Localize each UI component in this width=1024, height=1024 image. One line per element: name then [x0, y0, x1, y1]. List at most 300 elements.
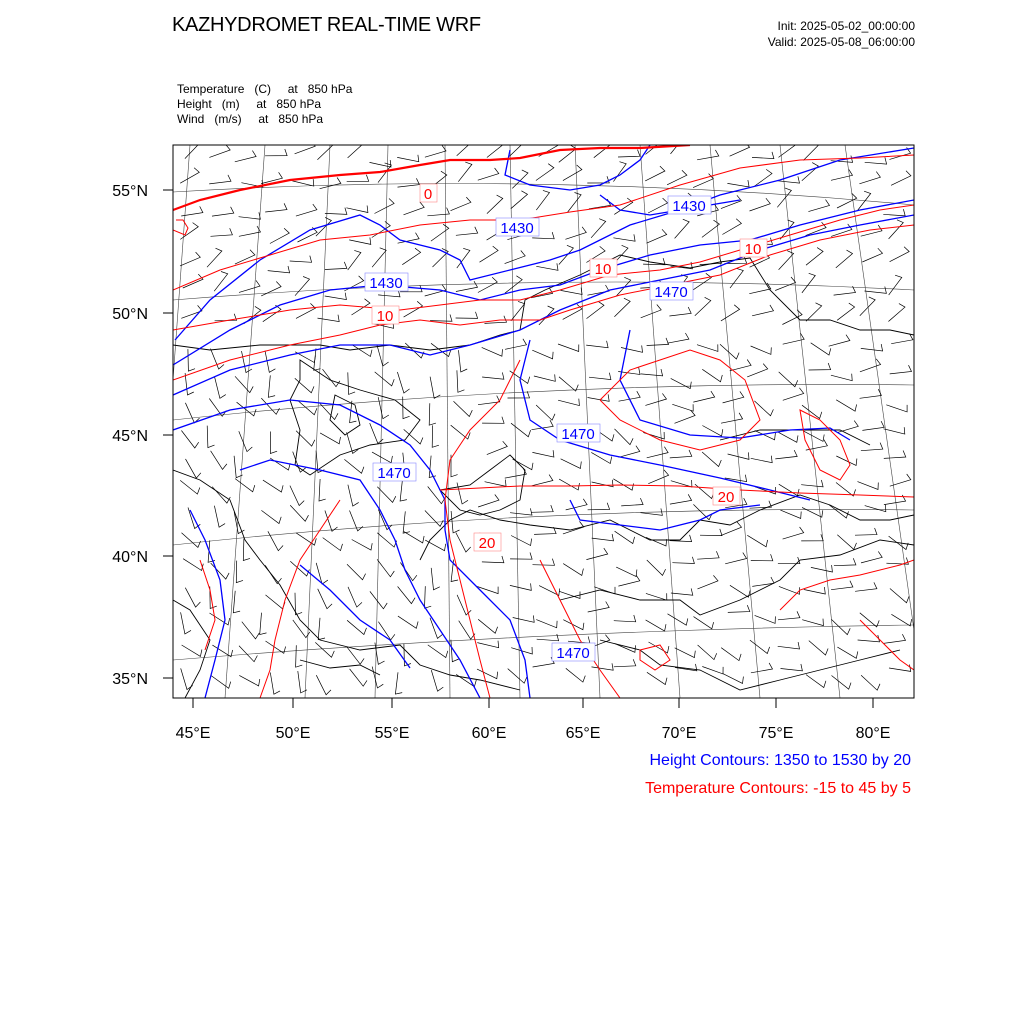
- wind-barb: [451, 197, 471, 211]
- wind-barb: [265, 149, 287, 156]
- wind-barb: [862, 421, 884, 430]
- height-contour-label: 1430: [500, 220, 534, 237]
- wind-barb: [648, 470, 668, 484]
- wind-barb: [346, 206, 368, 213]
- wind-barb: [296, 533, 316, 545]
- wind-barb: [697, 551, 719, 559]
- wind-barb: [263, 480, 283, 492]
- wind-barb: [181, 431, 198, 449]
- wind-barb: [721, 413, 743, 423]
- wind-barb: [752, 305, 773, 316]
- temperature-contour-label: 10: [376, 308, 394, 325]
- lon-label: 70°E: [661, 725, 697, 742]
- wind-barb: [268, 375, 275, 397]
- wind-barb: [645, 393, 666, 405]
- wind-barb: [730, 142, 750, 156]
- wind-barb: [588, 394, 610, 401]
- wind-barb: [290, 505, 308, 521]
- wind-barb: [318, 315, 340, 322]
- wind-barb: [347, 175, 369, 182]
- wind-barb: [780, 510, 801, 518]
- wind-barb: [323, 369, 340, 387]
- lon-label: 80°E: [855, 725, 891, 742]
- wind-barb: [566, 499, 587, 510]
- temperature-contours: [173, 145, 914, 698]
- wind-barb: [778, 557, 800, 564]
- wind-barb: [185, 403, 199, 423]
- wind-barb: [372, 248, 386, 267]
- wind-barb: [615, 429, 634, 445]
- wind-barb: [536, 405, 555, 420]
- init-time: Init: 2025-05-02_00:00:00: [777, 19, 915, 33]
- wind-barb: [804, 431, 825, 441]
- wind-barb: [614, 659, 636, 667]
- wind-barb: [829, 335, 850, 347]
- wind-barb: [592, 534, 614, 541]
- wind-barb: [616, 567, 637, 576]
- wind-barb: [671, 134, 685, 154]
- wind-barb: [536, 164, 554, 181]
- wind-barb: [720, 344, 739, 359]
- wind-barb: [670, 535, 692, 542]
- wind-barb: [270, 228, 289, 243]
- wind-barb: [829, 505, 849, 518]
- wind-barb: [621, 498, 643, 506]
- wind-barb: [806, 675, 826, 688]
- wind-barb: [185, 140, 200, 159]
- wind-barb: [647, 447, 668, 458]
- wind-barb: [239, 212, 261, 219]
- wind-barb: [861, 344, 883, 351]
- wind-barb: [834, 286, 856, 295]
- wind-barb: [563, 564, 583, 576]
- wind-barb: [375, 199, 395, 214]
- wind-barb: [811, 565, 833, 572]
- valid-time: Valid: 2025-05-08_06:00:00: [767, 35, 915, 49]
- lon-label: 45°E: [175, 725, 211, 742]
- wind-barb: [398, 178, 420, 187]
- wind-barb: [372, 221, 391, 237]
- wind-barb: [783, 527, 804, 539]
- wind-barb: [561, 459, 582, 469]
- wind-barb: [425, 145, 446, 157]
- wind-barb: [314, 348, 321, 370]
- wind-barb: [505, 251, 526, 264]
- wind-barb: [781, 664, 803, 671]
- wind-barb: [185, 373, 194, 395]
- wind-barb: [397, 372, 409, 393]
- wind-barb: [615, 531, 635, 543]
- wind-barb: [780, 220, 794, 240]
- wind-barb: [725, 553, 746, 564]
- wind-barb: [352, 345, 372, 357]
- wind-barb: [613, 479, 633, 490]
- wind-barb: [457, 248, 470, 268]
- wind-barb: [348, 140, 364, 158]
- wind-barb: [349, 238, 371, 245]
- wind-barb: [235, 151, 256, 162]
- wind-barb: [592, 663, 614, 670]
- wind-barb: [510, 371, 530, 384]
- wind-barb: [669, 307, 691, 316]
- wind-barb: [456, 281, 478, 291]
- wind-barb: [861, 443, 883, 451]
- wind-barb: [889, 275, 902, 295]
- wind-barb: [478, 619, 497, 633]
- wind-barb: [646, 593, 667, 600]
- wind-barb: [802, 619, 823, 626]
- wind-barb: [783, 388, 804, 401]
- wind-barb: [890, 589, 909, 603]
- wind-barb: [865, 505, 886, 512]
- wind-barb: [559, 377, 578, 391]
- wind-barb: [721, 305, 740, 321]
- wind-barb: [510, 583, 531, 590]
- wind-barb: [185, 588, 200, 607]
- wind-barb: [728, 605, 750, 612]
- wind-barb: [318, 618, 325, 640]
- wind-barb: [482, 556, 504, 563]
- wind-barb: [315, 642, 334, 657]
- wind-barb: [809, 641, 828, 655]
- wind-barb: [831, 374, 852, 381]
- wind-barb: [316, 563, 328, 584]
- wind-barb: [563, 165, 582, 181]
- wind-barb: [801, 480, 823, 487]
- wind-barb: [404, 202, 425, 215]
- wind-barb: [675, 410, 696, 423]
- wind-barb: [377, 533, 396, 547]
- wind-barb: [456, 312, 478, 319]
- wind-barb: [425, 540, 446, 551]
- lat-label: 40°N: [112, 549, 148, 566]
- wind-barb: [778, 432, 799, 443]
- wind-barb: [511, 191, 528, 209]
- wind-barb: [672, 404, 693, 411]
- wind-barb: [215, 377, 226, 398]
- wind-barb: [347, 564, 366, 580]
- wind-barb: [513, 615, 535, 622]
- wind-barb: [428, 645, 448, 658]
- wind-barb: [427, 208, 449, 216]
- wind-barb: [834, 558, 856, 565]
- wind-barb: [298, 227, 318, 242]
- wind-barb: [667, 170, 687, 185]
- wind-barb: [430, 377, 440, 399]
- wind-barb: [700, 529, 722, 536]
- wind-barb: [559, 145, 576, 162]
- wind-barb: [403, 397, 410, 419]
- wind-barb: [348, 587, 362, 607]
- wind-barb: [325, 262, 347, 270]
- wind-barb: [721, 648, 741, 661]
- wind-barb: [559, 479, 579, 490]
- height-contour-label: 1470: [654, 284, 688, 301]
- wind-barb: [487, 140, 504, 158]
- wind-barbs: [180, 134, 913, 694]
- wind-barb: [268, 266, 290, 273]
- wind-barb: [534, 374, 555, 381]
- wind-barb: [831, 619, 850, 634]
- wind-barb: [859, 172, 880, 184]
- wind-barb: [350, 669, 367, 686]
- lat-label: 55°N: [112, 183, 148, 200]
- wind-barb: [451, 640, 459, 662]
- wind-barb: [618, 150, 640, 157]
- wind-barb: [402, 248, 420, 265]
- wind-barb: [755, 615, 776, 623]
- wind-barb: [855, 582, 877, 591]
- wind-barb: [697, 344, 718, 351]
- wind-barb: [836, 250, 853, 268]
- wind-barb: [457, 138, 473, 156]
- wind-barb: [318, 589, 332, 609]
- lat-label: 35°N: [112, 671, 148, 688]
- wind-barb: [750, 501, 772, 509]
- wind-barb: [482, 347, 503, 356]
- wind-barb: [344, 459, 364, 473]
- wind-barb: [891, 614, 911, 626]
- wind-barb: [454, 401, 473, 416]
- wind-barb: [242, 622, 259, 639]
- wind-barb: [750, 198, 771, 211]
- wind-barb: [698, 575, 719, 589]
- wind-barb: [860, 389, 882, 398]
- lat-label: 45°N: [112, 428, 148, 445]
- wind-barb: [727, 180, 749, 187]
- wind-barb: [261, 510, 281, 523]
- wind-barb: [884, 451, 906, 459]
- wind-barb: [397, 155, 419, 162]
- wind-barb: [647, 338, 669, 346]
- wind-barb: [588, 602, 610, 613]
- wind-barb: [209, 175, 231, 184]
- wind-barb: [296, 303, 315, 318]
- wind-barb: [265, 203, 287, 212]
- wind-barb: [395, 672, 402, 694]
- wind-barb: [458, 162, 472, 182]
- wind-barb: [802, 273, 815, 293]
- wind-barb: [451, 425, 471, 439]
- wind-barb: [532, 450, 554, 457]
- wind-barb: [181, 612, 191, 634]
- wind-barb: [296, 645, 303, 667]
- wind-barb: [320, 178, 341, 189]
- wind-barb: [212, 645, 232, 657]
- wind-barb: [801, 534, 823, 541]
- wind-barb: [477, 669, 498, 679]
- wind-barb: [587, 285, 609, 295]
- wind-barb: [668, 614, 688, 625]
- temperature-contour-label: 10: [594, 261, 612, 278]
- wind-barb: [779, 484, 799, 496]
- wind-barb: [778, 642, 800, 649]
- height-contour-label: 1470: [377, 465, 411, 482]
- wind-barb: [832, 676, 852, 690]
- wind-barb: [693, 504, 712, 519]
- wind-barb: [536, 190, 549, 210]
- wind-barb: [536, 263, 558, 270]
- wind-barb: [858, 482, 879, 490]
- wind-barb: [558, 344, 579, 352]
- wind-barb: [693, 273, 711, 290]
- wind-barb: [370, 591, 387, 608]
- wind-barb: [588, 503, 610, 510]
- wind-barb: [457, 370, 465, 392]
- wind-barb: [209, 145, 230, 158]
- wind-barb: [485, 480, 507, 487]
- wind-barb: [614, 615, 636, 622]
- wind-barb: [702, 426, 722, 437]
- wind-barb: [348, 485, 359, 506]
- wind-barb: [211, 675, 231, 688]
- wind-barb: [730, 268, 743, 288]
- wind-barb: [698, 645, 717, 660]
- wind-barb: [702, 369, 722, 382]
- height-contours: [173, 145, 914, 698]
- wind-barb: [375, 372, 395, 386]
- wind-barb: [778, 611, 800, 620]
- wind-barb: [478, 168, 499, 180]
- wind-barb: [751, 346, 772, 354]
- field-wind: Wind (m/s) at 850 hPa: [177, 112, 324, 126]
- wind-barb: [482, 372, 504, 379]
- wind-barb: [316, 217, 332, 236]
- height-contour-legend: Height Contours: 1350 to 1530 by 20: [649, 752, 911, 769]
- wind-barb: [239, 675, 259, 686]
- wind-barb: [429, 403, 436, 425]
- wind-barb: [430, 315, 452, 322]
- wind-barb: [478, 495, 499, 508]
- wind-barb: [647, 672, 667, 684]
- wind-barb: [372, 667, 383, 688]
- wind-barb: [862, 248, 882, 262]
- wind-barb: [325, 208, 347, 215]
- wind-barb: [270, 673, 280, 695]
- wind-barb: [645, 166, 665, 181]
- lon-label: 75°E: [758, 725, 794, 742]
- wind-barb: [235, 376, 253, 392]
- wind-barb: [239, 226, 261, 236]
- wind-barb: [400, 479, 407, 501]
- wind-barb: [591, 219, 606, 238]
- wind-barb: [508, 669, 527, 684]
- wind-barb: [749, 283, 771, 294]
- wind-barb: [533, 657, 555, 667]
- wind-barb: [348, 372, 355, 394]
- wind-barb: [697, 150, 719, 160]
- map-title: KAZHYDROMET REAL-TIME WRF: [172, 14, 481, 36]
- wind-barb: [487, 441, 508, 454]
- wind-barb: [236, 561, 243, 583]
- wind-barb: [811, 343, 831, 355]
- wind-barb: [296, 204, 317, 216]
- wind-barb: [398, 587, 416, 604]
- wind-barb: [210, 613, 230, 625]
- wind-barb: [477, 641, 498, 648]
- wind-barb: [211, 228, 233, 236]
- wind-barb: [646, 537, 667, 546]
- wind-barb: [568, 193, 582, 213]
- wind-barb: [207, 248, 222, 267]
- wind-barb: [589, 373, 611, 380]
- wind-barb: [566, 668, 586, 682]
- height-contour-label: 1470: [561, 426, 595, 443]
- wind-barb: [532, 350, 553, 359]
- wind-barb: [510, 508, 532, 515]
- wind-barb: [723, 674, 744, 684]
- wind-barb: [180, 168, 199, 184]
- field-height: Height (m) at 850 hPa: [177, 97, 322, 111]
- wind-barb: [290, 561, 309, 576]
- wind-barb: [403, 511, 410, 533]
- wind-barb: [377, 559, 394, 577]
- wind-barb: [212, 487, 230, 503]
- wind-barb: [456, 227, 478, 236]
- wind-barb: [182, 645, 202, 656]
- wind-barb: [671, 588, 693, 595]
- wind-barb: [891, 334, 913, 344]
- wind-barb: [212, 207, 234, 216]
- wind-barb: [889, 220, 904, 239]
- wind-barb: [865, 157, 887, 164]
- wind-barb: [837, 647, 857, 658]
- wind-barb: [539, 306, 554, 325]
- wind-barb: [456, 533, 471, 553]
- wind-barb: [425, 511, 443, 527]
- wind-barb: [751, 456, 773, 463]
- wind-barb: [861, 675, 880, 690]
- wind-barb: [675, 219, 690, 238]
- wind-barb: [671, 378, 692, 388]
- wind-barb: [586, 548, 607, 560]
- wind-barb: [837, 535, 856, 550]
- field-temperature: Temperature (C) at 850 hPa: [177, 82, 353, 96]
- wind-barb: [722, 219, 741, 235]
- height-contour-label: 1430: [672, 198, 706, 215]
- wind-barb: [235, 250, 255, 264]
- wind-barb: [511, 536, 531, 546]
- wind-barb: [837, 303, 855, 320]
- wind-barb: [431, 568, 440, 590]
- wind-barb: [860, 297, 875, 316]
- wind-barb: [404, 532, 424, 543]
- wind-barb: [730, 360, 751, 371]
- wind-barb: [431, 670, 443, 691]
- wind-barb: [670, 494, 692, 504]
- wind-barb: [883, 209, 905, 216]
- wind-barb: [451, 455, 458, 477]
- wind-barb: [730, 585, 750, 597]
- wind-barb: [670, 450, 692, 458]
- temperature-contour-label: 10: [744, 241, 762, 258]
- wind-barb: [270, 432, 277, 454]
- wind-barb: [182, 533, 201, 548]
- wind-barb: [404, 429, 423, 444]
- wind-barb: [837, 421, 858, 433]
- wind-barb: [750, 640, 770, 653]
- height-contour-label: 1430: [369, 275, 403, 292]
- wind-barb: [537, 634, 559, 641]
- wind-barb: [806, 303, 822, 322]
- wind-barb: [510, 138, 526, 156]
- wind-barb: [180, 252, 200, 266]
- lat-label: 50°N: [112, 306, 148, 323]
- wind-barb: [702, 452, 721, 467]
- wind-barb: [702, 220, 720, 237]
- wind-barb: [482, 417, 504, 424]
- wind-barb: [613, 234, 635, 241]
